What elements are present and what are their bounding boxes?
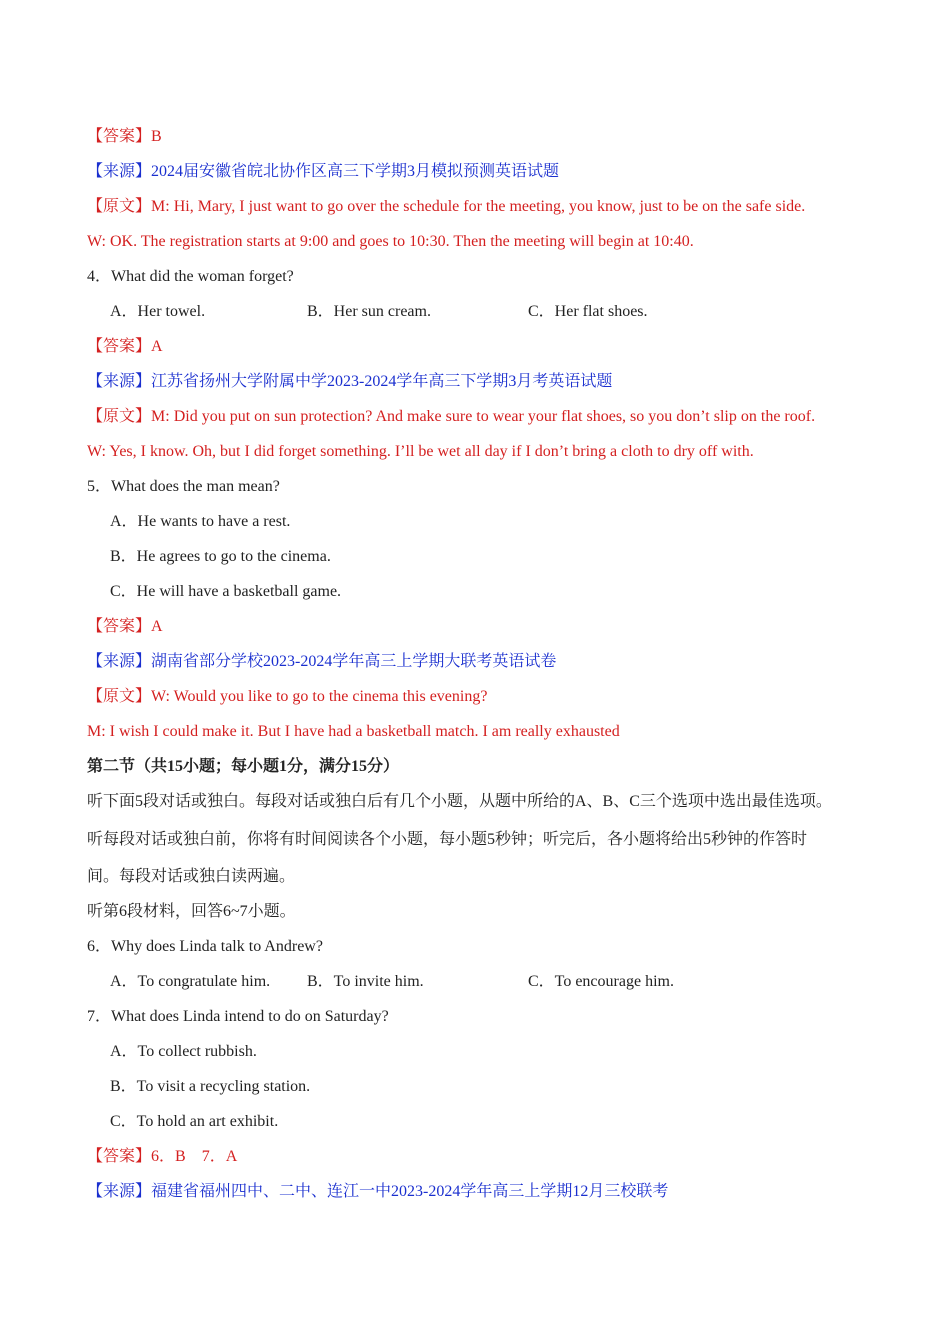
section-intro-3: 间。每段对话或独白读两遍。: [87, 868, 296, 885]
option-b: B．To visit a recycling station.: [110, 1078, 311, 1095]
answer-line: [87, 336, 163, 358]
question-7: 7．What does Linda intend to do on Saturday?: [87, 1008, 389, 1025]
option-a: A．To collect rubbish.: [110, 1043, 257, 1060]
answer-tag: 【答案】: [87, 618, 152, 635]
section-title: 第二节（共15小题；每小题1分，满分15分）: [87, 758, 400, 775]
option-a: A．He wants to have a rest.: [110, 513, 291, 530]
source-value: 福建省福州四中、二中、连江一中2023-2024学年高三上学期12月三校联考: [151, 1183, 669, 1200]
source-line: [87, 651, 556, 673]
question-6: 6．Why does Linda talk to Andrew?: [87, 938, 323, 955]
transcript-tag: 【原文】: [87, 408, 152, 425]
answer-value: B: [151, 128, 162, 145]
section-intro-1: 听下面5段对话或独白。每段对话或独白后有几个小题，从题中所给的A、B、C三个选项中选出最佳选项。: [87, 793, 832, 810]
transcript-line-2: W: Yes, I know. Oh, but I did forget something. I’ll be wet all day if I don’t bring a cloth to dry off with.: [87, 443, 754, 460]
option-a: A．To congratulate him.: [110, 973, 271, 990]
answer-line: [87, 1146, 237, 1168]
answer-value: A: [151, 338, 163, 355]
answer-value: A: [151, 618, 163, 635]
transcript-line: [87, 686, 487, 708]
question-5: 5．What does the man mean?: [87, 478, 280, 495]
transcript-line: [87, 406, 815, 428]
source-value: 湖南省部分学校2023-2024学年高三上学期大联考英语试卷: [151, 653, 557, 670]
source-tag: 【来源】: [87, 373, 152, 390]
source-line: [87, 371, 612, 393]
transcript-text: M: Did you put on sun protection? And make sure to wear your flat shoes, so you don’t slip on the roof.: [151, 408, 816, 425]
question-4: 4．What did the woman forget?: [87, 268, 294, 285]
option-c: C．Her flat shoes.: [528, 303, 648, 320]
option-c: C．He will have a basketball game.: [110, 583, 342, 600]
answer-tag: 【答案】: [87, 1148, 152, 1165]
option-b: B．To invite him.: [307, 973, 424, 990]
source-line: [87, 1181, 668, 1203]
material-instruction: 听第6段材料，回答6~7小题。: [87, 903, 296, 920]
answer-value: 6．B 7．A: [151, 1148, 238, 1165]
option-c: C．To encourage him.: [528, 973, 674, 990]
source-tag: 【来源】: [87, 653, 152, 670]
source-tag: 【来源】: [87, 163, 152, 180]
option-b: B．Her sun cream.: [307, 303, 431, 320]
option-a: A．Her towel.: [110, 303, 206, 320]
transcript-line: [87, 196, 805, 218]
answer-tag: 【答案】: [87, 338, 152, 355]
section-intro-2: 听每段对话或独白前，你将有时间阅读各个小题，每小题5秒钟；听完后，各小题将给出5秒钟的作答时: [87, 831, 808, 848]
transcript-line-2: W: OK. The registration starts at 9:00 and goes to 10:30. Then the meeting will begin at 10:40.: [87, 233, 694, 250]
source-tag: 【来源】: [87, 1183, 152, 1200]
transcript-text: W: Would you like to go to the cinema this evening?: [151, 688, 488, 705]
option-c: C．To hold an art exhibit.: [110, 1113, 279, 1130]
option-b: B．He agrees to go to the cinema.: [110, 548, 331, 565]
source-line: [87, 161, 559, 183]
answer-line: [87, 616, 163, 638]
transcript-line-2: M: I wish I could make it. But I have had a basketball match. I am really exhausted: [87, 723, 620, 740]
transcript-text: M: Hi, Mary, I just want to go over the schedule for the meeting, you know, just to be on the safe side.: [151, 198, 806, 215]
transcript-tag: 【原文】: [87, 688, 152, 705]
source-value: 江苏省扬州大学附属中学2023-2024学年高三下学期3月考英语试题: [151, 373, 613, 390]
answer-line: [87, 126, 162, 148]
source-value: 2024届安徽省皖北协作区高三下学期3月模拟预测英语试题: [151, 163, 560, 180]
answer-tag: 【答案】: [87, 128, 152, 145]
transcript-tag: 【原文】: [87, 198, 152, 215]
